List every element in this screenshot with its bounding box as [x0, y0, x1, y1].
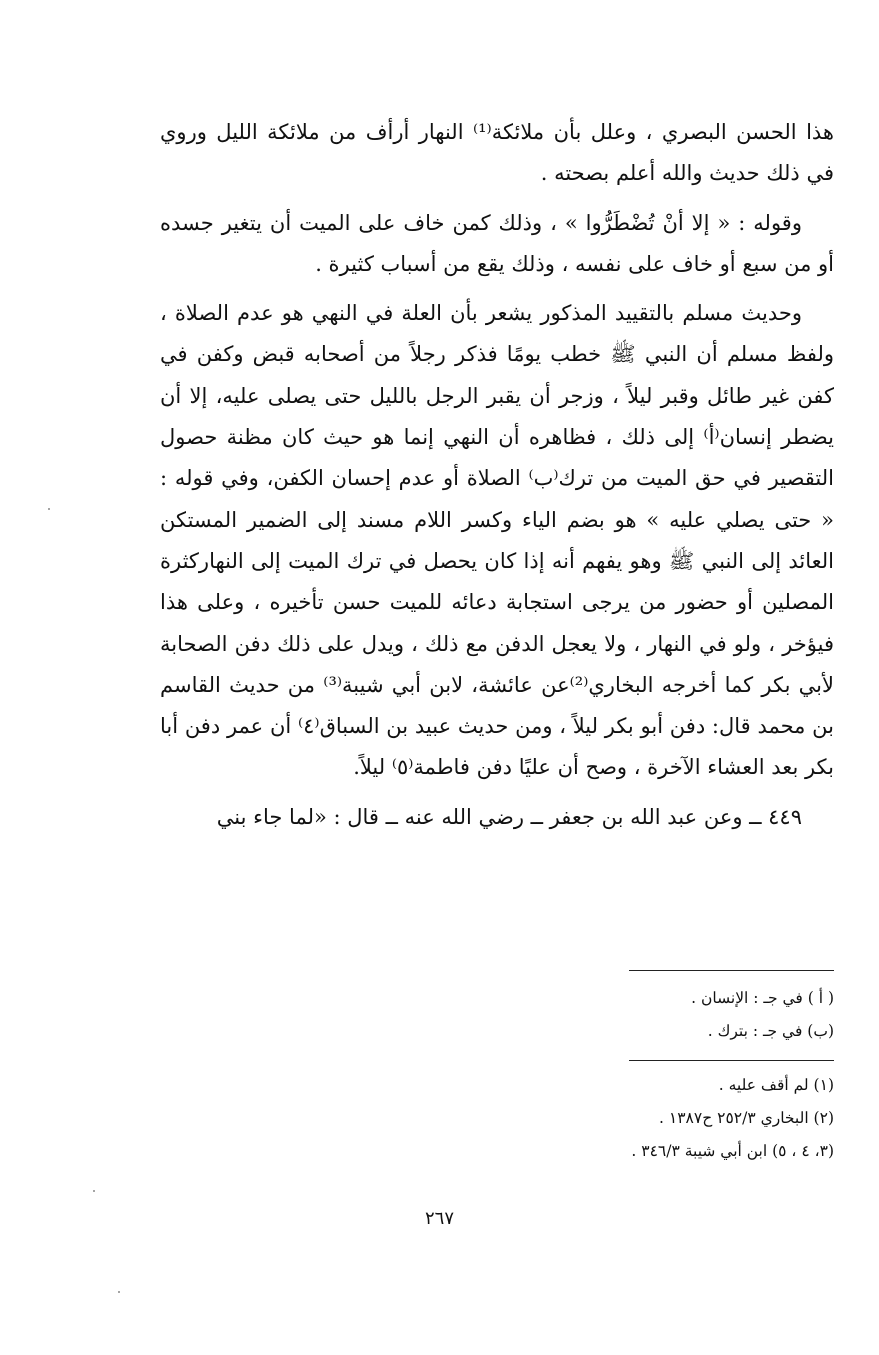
- reference-note-3-4-5: (٣، ٤ ، ٥) ابن أبي شيبة ٣٤٦/٣ .: [631, 1142, 834, 1160]
- footnote-separator-upper: [629, 970, 834, 971]
- variant-readings-notes: [374, 982, 834, 1048]
- scan-speck: [93, 1190, 95, 1192]
- page-number: ٢٦٧: [424, 1208, 454, 1229]
- paragraph-1: هذا الحسن البصري ، وعلل بأن ملائكة⁽¹⁾ النهار أرأف من ملائكة الليل وروي في ذلك حديث والله أعلم بصحته .: [160, 120, 834, 186]
- reference-note-1: (١) لم أقف عليه .: [718, 1076, 834, 1094]
- paragraph-2: وقوله : « إلا أنْ تُضْطَرُّوا » ، وذلك كمن خاف على الميت أن يتغير جسده أو من سبع أو خاف على نفسه ، وذلك يقع من أسباب كثيرة .: [160, 210, 834, 276]
- variant-note-ba: (ب) في جـ : بترك .: [707, 1022, 834, 1040]
- reference-notes: [374, 1069, 834, 1168]
- footnote-separator-lower: [629, 1060, 834, 1061]
- reference-note-2: (٢) البخاري ٢٥٢/٣ ح١٣٨٧ .: [659, 1109, 834, 1127]
- main-text-block: [160, 112, 834, 838]
- variant-note-alif: ( أ ) في جـ : الإنسان .: [691, 989, 834, 1007]
- scan-speck: [48, 508, 50, 510]
- scan-speck: [118, 1291, 120, 1293]
- paragraph-4-hadith-449: ٤٤٩ ــ وعن عبد الله بن جعفر ــ رضي الله عنه ــ قال : «لما جاء بني: [216, 804, 802, 829]
- paragraph-3: وحديث مسلم بالتقييد المذكور يشعر بأن العلة في النهي هو عدم الصلاة ، ولفظ مسلم أن النبي ﷺ خطب يومًا فذكر رجلاً من أصحابه قبض وكفن في كفن غير طائل وقبر ليلاً ، وزجر أن يقبر الرجل بالليل حتى يصلى عليه، إلا أن يضطر إنسان⁽أ⁾ إلى ذلك ، فظاهره أن النهي إنما هو حيث كان مظنة حصول التقصير في حق الميت من ترك⁽ب⁾ الصلاة أو عدم إحسان الكفن، وفي قوله : « حتى يصلي عليه » هو بضم الياء وكسر اللام مسند إلى الضمير المستكن العائد إلى النبي ﷺ وهو يفهم أنه إذا كان يحصل في ترك الميت إلى النهاركثرة المصلين أو حضور من يرجى استجابة دعائه للميت حسن تأخيره ، وعلى هذا فيؤخر ، ولو في النهار ، ولا يعجل الدفن مع ذلك ، ويدل على ذلك دفن الصحابة لأبي بكر كما أخرجه البخاري⁽²⁾عن عائشة، لابن أبي شيبة⁽³⁾ من حديث القاسم بن محمد قال: دفن أبو بكر ليلاً ، ومن حديث عبيد بن السباق⁽٤⁾ أن عمر دفن أبا بكر بعد العشاء الآخرة ، وصح أن عليًا دفن فاطمة⁽٥⁾ ليلاً.: [160, 301, 834, 780]
